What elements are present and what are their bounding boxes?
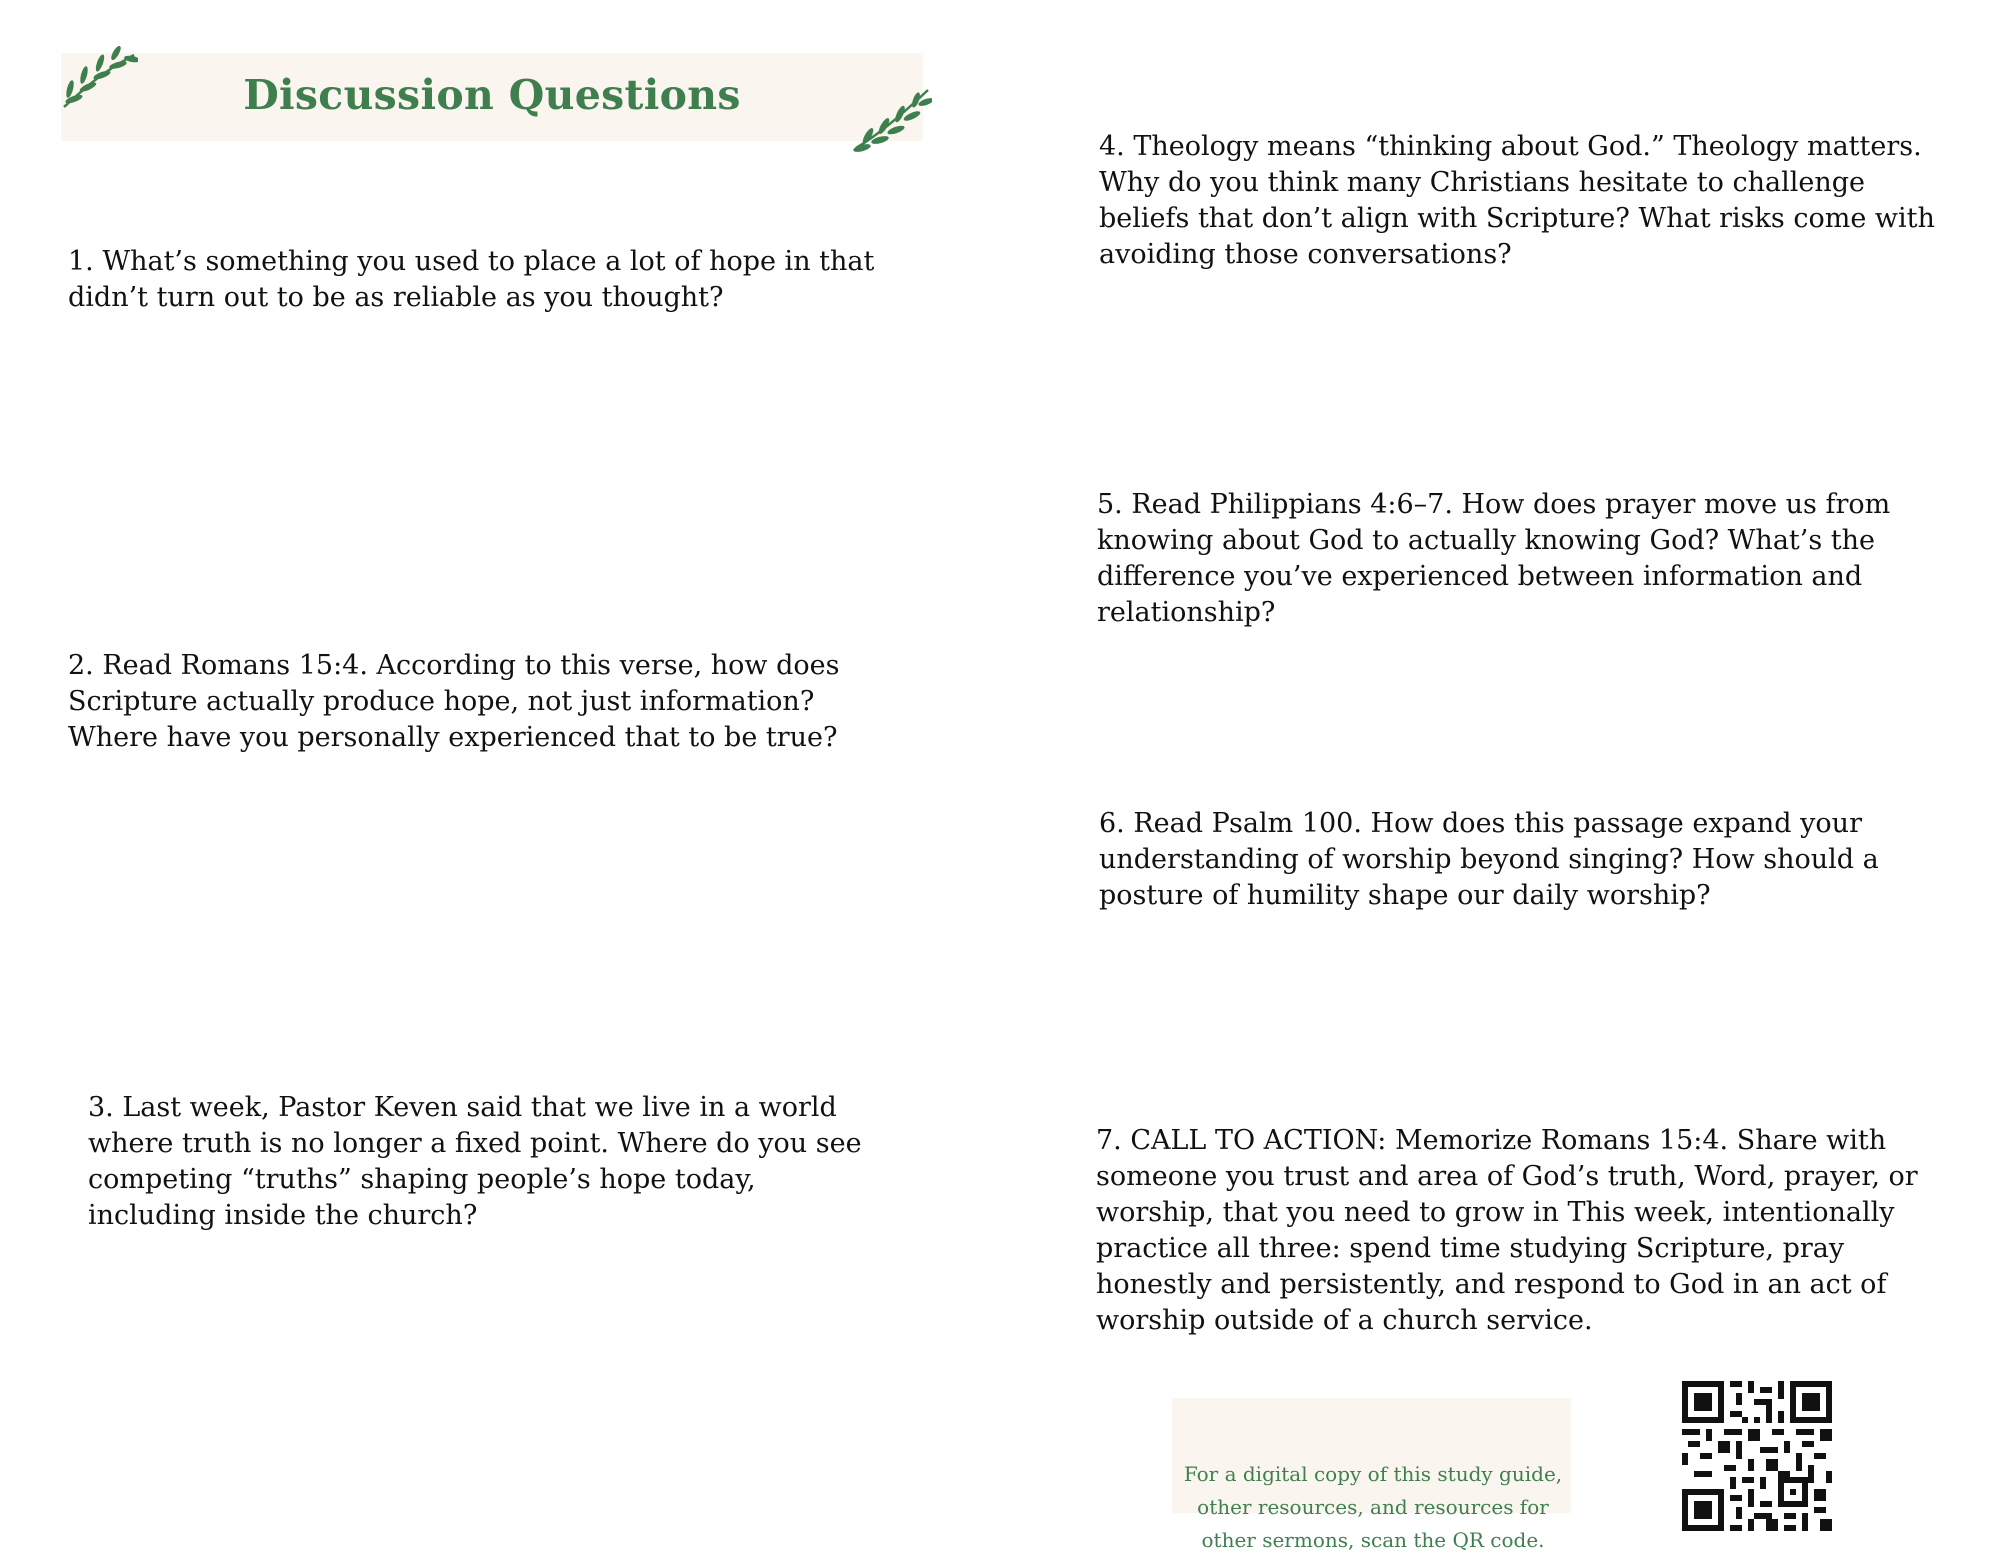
olive-branch-icon bbox=[852, 86, 932, 154]
question-3: 3. Last week, Pastor Keven said that we live in a world where truth is no longer a fixed point. Where do you see competing “truths” shaping people’s hope today, including inside the church? bbox=[88, 1092, 862, 1231]
olive-branch-icon bbox=[60, 45, 138, 111]
question-2: 2. Read Romans 15:4. According to this verse, how does Scripture actually produce hope, not just information? Where have you personally experienced that to be true? bbox=[68, 650, 840, 753]
question-6: 6. Read Psalm 100. How does this passage expand your understanding of worship beyond singing? How should a posture of humility shape our daily worship? bbox=[1099, 808, 1879, 911]
footer-note: For a digital copy of this study guide, other resources, and resources for other sermons, scan the QR code. bbox=[1183, 1462, 1563, 1552]
question-5: 5. Read Philippians 4:6–7. How does prayer move us from knowing about God to actually knowing God? What’s the difference you’ve experienced between information and relationship? bbox=[1097, 489, 1891, 628]
question-4: 4. Theology means “thinking about God.” Theology matters. Why do you think many Christians hesitate to challenge beliefs that don’t align with Scripture? What risks come with avoiding those conversations? bbox=[1099, 131, 1935, 270]
page-title: Discussion Questions bbox=[243, 71, 741, 119]
question-1: 1. What’s something you used to place a lot of hope in that didn’t turn out to be as reliable as you thought? bbox=[68, 246, 875, 313]
title-banner bbox=[61, 53, 923, 141]
question-7-call-to-action: 7. CALL TO ACTION: Memorize Romans 15:4. Share with someone you trust and area of God’s truth, Word, prayer, or worship, that you need to grow in This week, intentionally practice all three: spend time studying Scripture, pray honestly and persistently, and respond to God in an act of worship outside of a church service. bbox=[1096, 1125, 1918, 1336]
qr-code-icon[interactable] bbox=[1682, 1381, 1832, 1531]
